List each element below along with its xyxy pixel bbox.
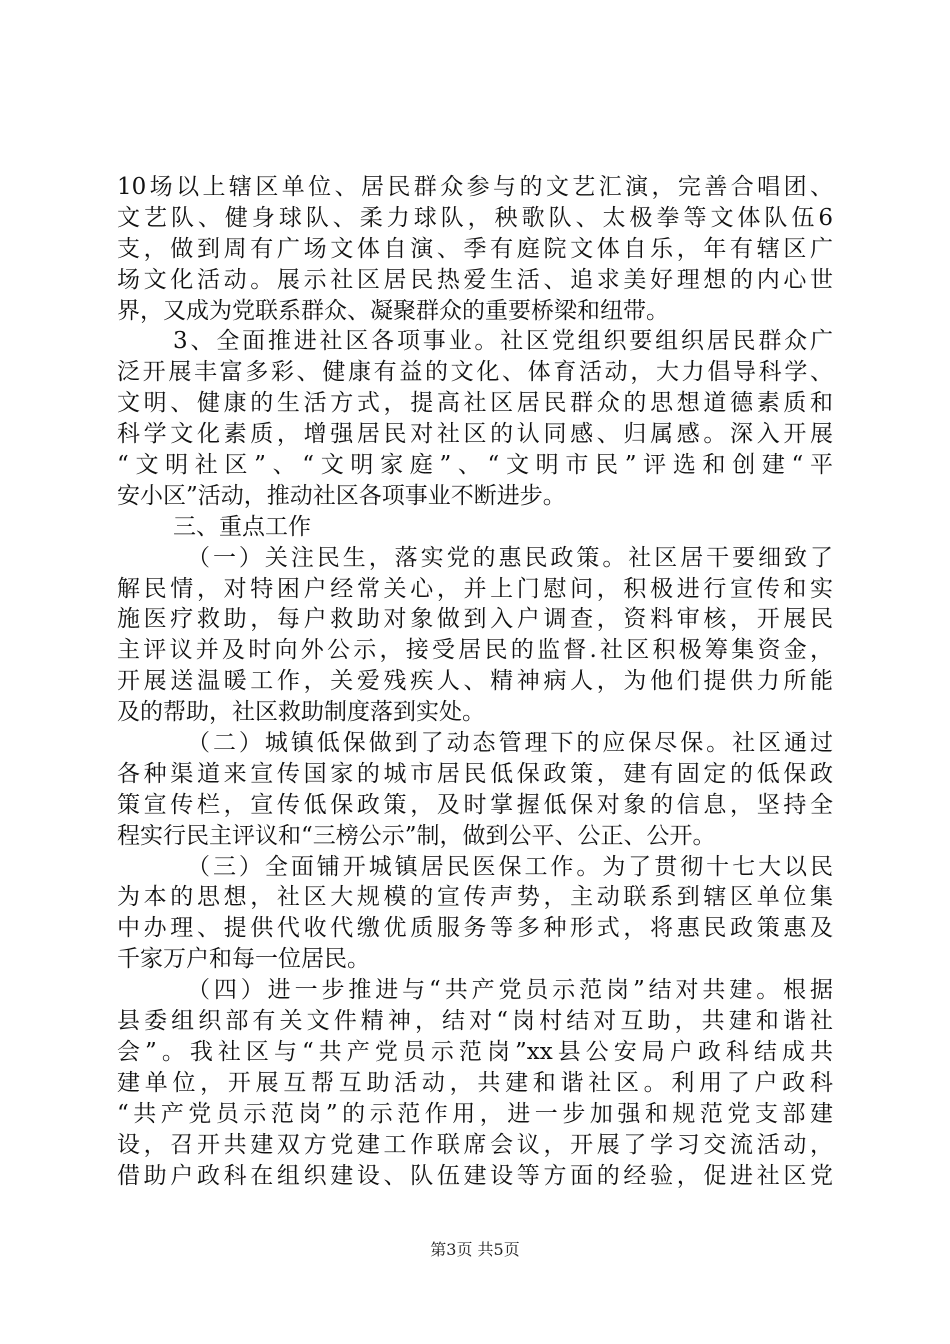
text-line: 策宣传栏，宣传低保政策，及时掌握低保对象的信息，坚持全 [117, 791, 833, 818]
text-line: 程实行民主评议和“三榜公示”制，做到公平、公正、公开。 [117, 822, 716, 849]
text-line: 借助户政科在组织建设、队伍建设等方面的经验，促进社区党 [117, 1162, 833, 1189]
text-line: 安小区”活动，推动社区各项事业不断进步。 [117, 482, 566, 509]
text-line: 10场以上辖区单位、居民群众参与的文艺汇演，完善合唱团、 [117, 174, 833, 200]
document-body [117, 172, 833, 1191]
text-line: “共产党员示范岗”的示范作用，进一步加强和规范党支部建 [117, 1100, 833, 1127]
text-line: 建单位，开展互帮互助活动，共建和谐社区。利用了户政科 [117, 1069, 833, 1096]
text-line: 中办理、提供代收代缴优质服务等多种形式，将惠民政策惠及 [117, 915, 833, 942]
text-line: （四）进一步推进与“共产党员示范岗”结对共建。根据 [187, 977, 833, 1004]
text-line: 设，召开共建双方党建工作联席会议，开展了学习交流活动， [117, 1131, 833, 1158]
text-line: 会”。我社区与“共产党员示范岗”xx县公安局户政科结成共 [117, 1038, 833, 1065]
text-line: 县委组织部有关文件精神，结对“岗村结对互助，共建和谐社 [117, 1008, 833, 1035]
text-line: 千家万户和每一位居民。 [117, 946, 370, 973]
text-line: 支，做到周有广场文体自演、季有庭院文体自乐，年有辖区广 [117, 235, 833, 262]
text-line: “文明社区”、“文明家庭”、“文明市民”评选和创建“平 [117, 452, 833, 479]
text-line: 界，又成为党联系群众、凝聚群众的重要桥梁和纽带。 [117, 297, 669, 324]
page-number-footer: 第3页 共5页 [430, 1240, 520, 1259]
text-line: 泛开展丰富多彩、健康有益的文化、体育活动，大力倡导科学、 [117, 359, 833, 386]
text-line: 场文化活动。展示社区居民热爱生活、追求美好理想的内心世 [117, 266, 833, 293]
text-line: 及的帮助，社区救助制度落到实处。 [117, 699, 485, 726]
text-line: 各种渠道来宣传国家的城市居民低保政策，建有固定的低保政 [117, 760, 833, 787]
text-line: （二）城镇低保做到了动态管理下的应保尽保。社区通过 [187, 730, 833, 757]
text-line: 开展送温暖工作，关爱残疾人、精神病人，为他们提供力所能 [117, 668, 833, 695]
text-line: 施医疗救助，每户救助对象做到入户调查，资料审核，开展民 [117, 606, 833, 633]
text-line: （一）关注民生，落实党的惠民政策。社区居干要细致了 [187, 544, 833, 571]
text-line: 文艺队、健身球队、柔力球队，秧歌队、太极拳等文体队伍6 [117, 204, 833, 231]
text-line: 为本的思想，社区大规模的宣传声势，主动联系到辖区单位集 [117, 884, 833, 911]
text-line: 主评议并及时向外公示，接受居民的监督.社区积极筹集资金， [117, 637, 833, 664]
text-line: 文明、健康的生活方式，提高社区居民群众的思想道德素质和 [117, 390, 833, 417]
text-line: 解民情，对特困户经常关心，并上门慰问，积极进行宣传和实 [117, 575, 833, 602]
text-line: 3、全面推进社区各项事业。社区党组织要组织居民群众广 [173, 328, 833, 355]
text-line: 三、重点工作 [173, 513, 311, 540]
text-line: （三）全面铺开城镇居民医保工作。为了贯彻十七大以民 [187, 853, 833, 880]
text-line: 科学文化素质，增强居民对社区的认同感、归属感。深入开展 [117, 421, 833, 448]
